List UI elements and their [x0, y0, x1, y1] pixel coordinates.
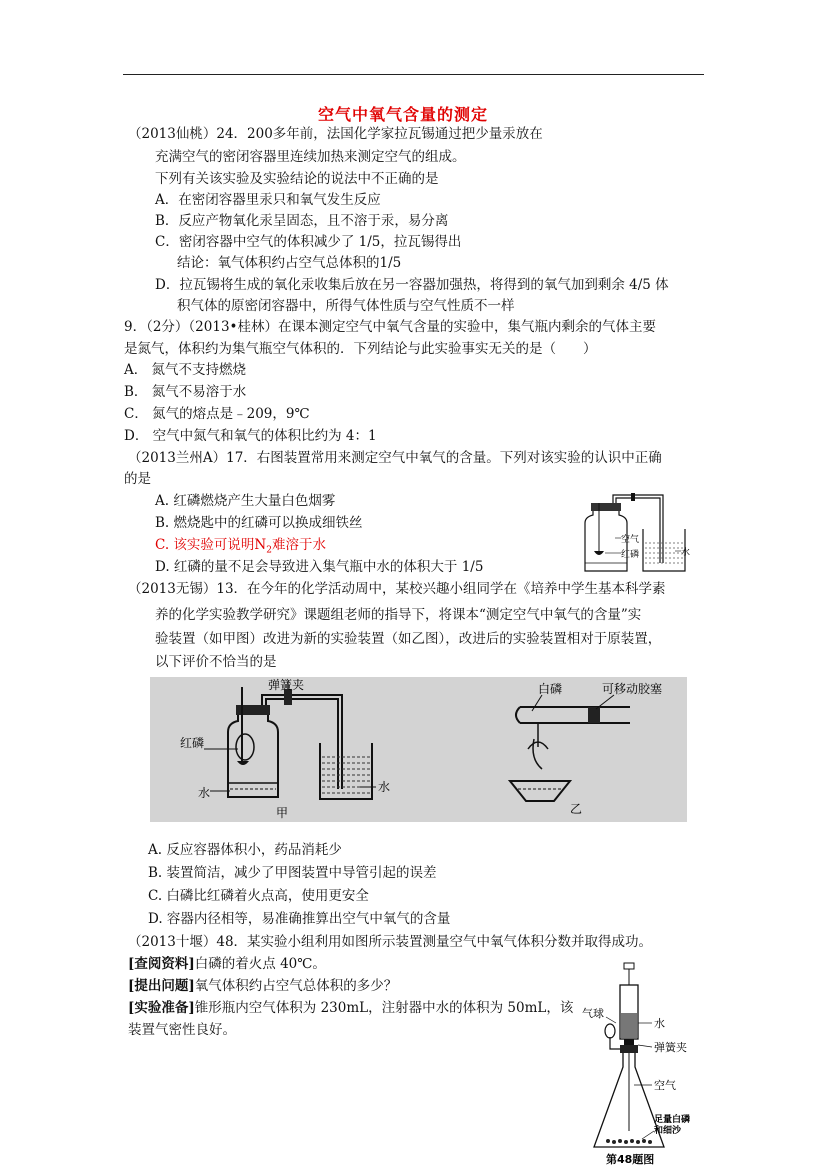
- page-title: 空气中氧气含量的测定: [318, 105, 489, 124]
- q5-prep-text: 锥形瓶内空气体积为 230mL，注射器中水的体积为 50mL，该: [194, 1000, 574, 1016]
- q4-stem-4: 以下评价不恰当的是: [155, 654, 277, 670]
- q4-option-c: C. 白磷比红磷着火点高，使用更安全: [148, 888, 369, 904]
- q4-fig-label-water-2: 水: [378, 780, 391, 794]
- q4-option-d: D. 容器内径相等，易准确推算出空气中氧气的含量: [148, 911, 451, 927]
- q5-info: [128, 956, 326, 972]
- q3-apparatus-figure: [575, 493, 705, 575]
- q3-option-c-text: C. 该实验可说明N: [155, 537, 267, 553]
- q4-stem-3: 验装置（如甲图）改进为新的实验装置（如乙图），改进后的实验装置相对于原装置，: [155, 631, 662, 647]
- q3-option-c-text-2: 难溶于水: [271, 537, 326, 553]
- q4-apparatus-drawing: [150, 677, 687, 822]
- q5-fig-label-air: 空气: [654, 1079, 676, 1092]
- q2-option-c: C． 氮气的熔点是﹣209，9℃: [124, 406, 310, 422]
- q5-info-tag: [查阅资料]: [128, 956, 195, 972]
- q4-fig-label-white-phosphorus: 白磷: [538, 682, 563, 696]
- q2-option-a: A． 氮气不支持燃烧: [124, 362, 247, 378]
- q5-fig-label-white-phosphorus: 足量白磷: [654, 1115, 691, 1125]
- q1-stem-2: 充满空气的密闭容器里连续加热来测定空气的组成。: [155, 149, 466, 165]
- q3-option-d: D. 红磷的量不足会导致进入集气瓶中水的体积大于 1/5: [155, 559, 484, 575]
- q4-fig-label-red-phosphorus: 红磷: [180, 736, 205, 750]
- q1-option-a: A．在密闭容器里汞只和氧气发生反应: [155, 192, 381, 208]
- top-rule: [123, 74, 704, 75]
- q4-fig-label-water-1: 水: [198, 786, 211, 800]
- q1-option-c-1: C．密闭容器中空气的体积减少了 1/5，拉瓦锡得出: [155, 234, 462, 250]
- q5-fig-label-water: 水: [654, 1017, 665, 1030]
- q1-option-c-2: 结论：氧气体积约占空气总体积的1/5: [177, 255, 402, 271]
- q2-option-b: B． 氮气不易溶于水: [124, 384, 247, 400]
- q5-info-text: 白磷的着火点 40℃。: [194, 956, 326, 972]
- q5-fig-label-clamp: 弹簧夹: [654, 1041, 687, 1054]
- q1-option-d-2: 积气体的原密闭容器中，所得气体性质与空气性质不一样: [177, 298, 515, 314]
- q5-question: [128, 978, 397, 994]
- q5-fig-caption: 第48题图: [606, 1153, 655, 1166]
- q4-stem-1: （2013无锡）13．在今年的化学活动周中，某校兴趣小组同学在《培养中学生基本科学素: [128, 581, 666, 597]
- q1-option-b: B．反应产物氧化汞呈固态，且不溶于汞，易分离: [155, 213, 449, 229]
- q5-apparatus-figure: [580, 955, 700, 1167]
- q3-option-b: B. 燃烧匙中的红磷可以换成细铁丝: [155, 515, 363, 531]
- q1-stem-3: 下列有关该实验及实验结论的说法中不正确的是: [155, 171, 439, 187]
- q4-fig-label-yi: 乙: [570, 802, 583, 816]
- q2-option-d: D． 空气中氮气和氧气的体积比约为 4：1: [124, 428, 377, 444]
- q3-option-c: [155, 537, 326, 559]
- q5-prep-2: 装置气密性良好。: [128, 1022, 236, 1038]
- q1-stem-1: （2013仙桃）24．200多年前，法国化学家拉瓦锡通过把少量汞放在: [128, 126, 543, 142]
- q4-fig-label-jia: 甲: [276, 806, 289, 820]
- q2-stem-2: 是氮气，体积约为集气瓶空气体积的．下列结论与此实验事实无关的是（ ）: [124, 341, 597, 357]
- q3-option-c-subscript: 2: [266, 545, 272, 556]
- q3-fig-label-water: 水: [681, 548, 691, 558]
- q5-fig-label-sand: 和细沙: [654, 1126, 682, 1136]
- q5-question-text: 氧气体积约占空气总体积的多少？: [194, 978, 398, 994]
- q5-question-tag: [提出问题]: [128, 978, 195, 994]
- q3-option-a: A. 红磷燃烧产生大量白色烟雾: [155, 493, 336, 509]
- q5-prep-tag: [实验准备]: [128, 1000, 195, 1016]
- q4-fig-label-clamp: 弹簧夹: [268, 678, 305, 692]
- q1-option-d-1: D．拉瓦锡将生成的氧化汞收集后放在另一容器加强热，将得到的氧气加到剩余 4/5 体: [155, 277, 669, 293]
- q5-prep: [128, 1000, 573, 1016]
- q3-fig-label-phosphorus: 红磷: [621, 550, 640, 560]
- q3-fig-label-air: 空气: [621, 535, 640, 545]
- q5-stem: （2013十堰）48．某实验小组利用如图所示装置测量空气中氧气体积分数并取得成功。: [128, 934, 653, 950]
- q3-stem-1: （2013兰州A）17．右图装置常用来测定空气中氧气的含量。下列对该实验的认识中正确: [128, 450, 662, 466]
- q4-option-b: B. 装置简洁，减少了甲图装置中导管引起的误差: [148, 865, 437, 881]
- q4-stem-2: 养的化学实验教学研究》课题组老师的指导下，将课本“测定空气中氧气的含量”实: [155, 607, 642, 623]
- q4-fig-label-movable-plug: 可移动胶塞: [602, 682, 663, 696]
- q2-stem-1: 9．（2分）（2013•桂林）在课本测定空气中氧气含量的实验中，集气瓶内剩余的气体主要: [124, 319, 656, 335]
- q4-apparatus-photo: [150, 677, 687, 822]
- q4-option-a: A. 反应容器体积小，药品消耗少: [148, 842, 342, 858]
- q5-fig-label-balloon: 气球: [582, 1007, 604, 1020]
- q3-stem-2: 的是: [124, 471, 151, 487]
